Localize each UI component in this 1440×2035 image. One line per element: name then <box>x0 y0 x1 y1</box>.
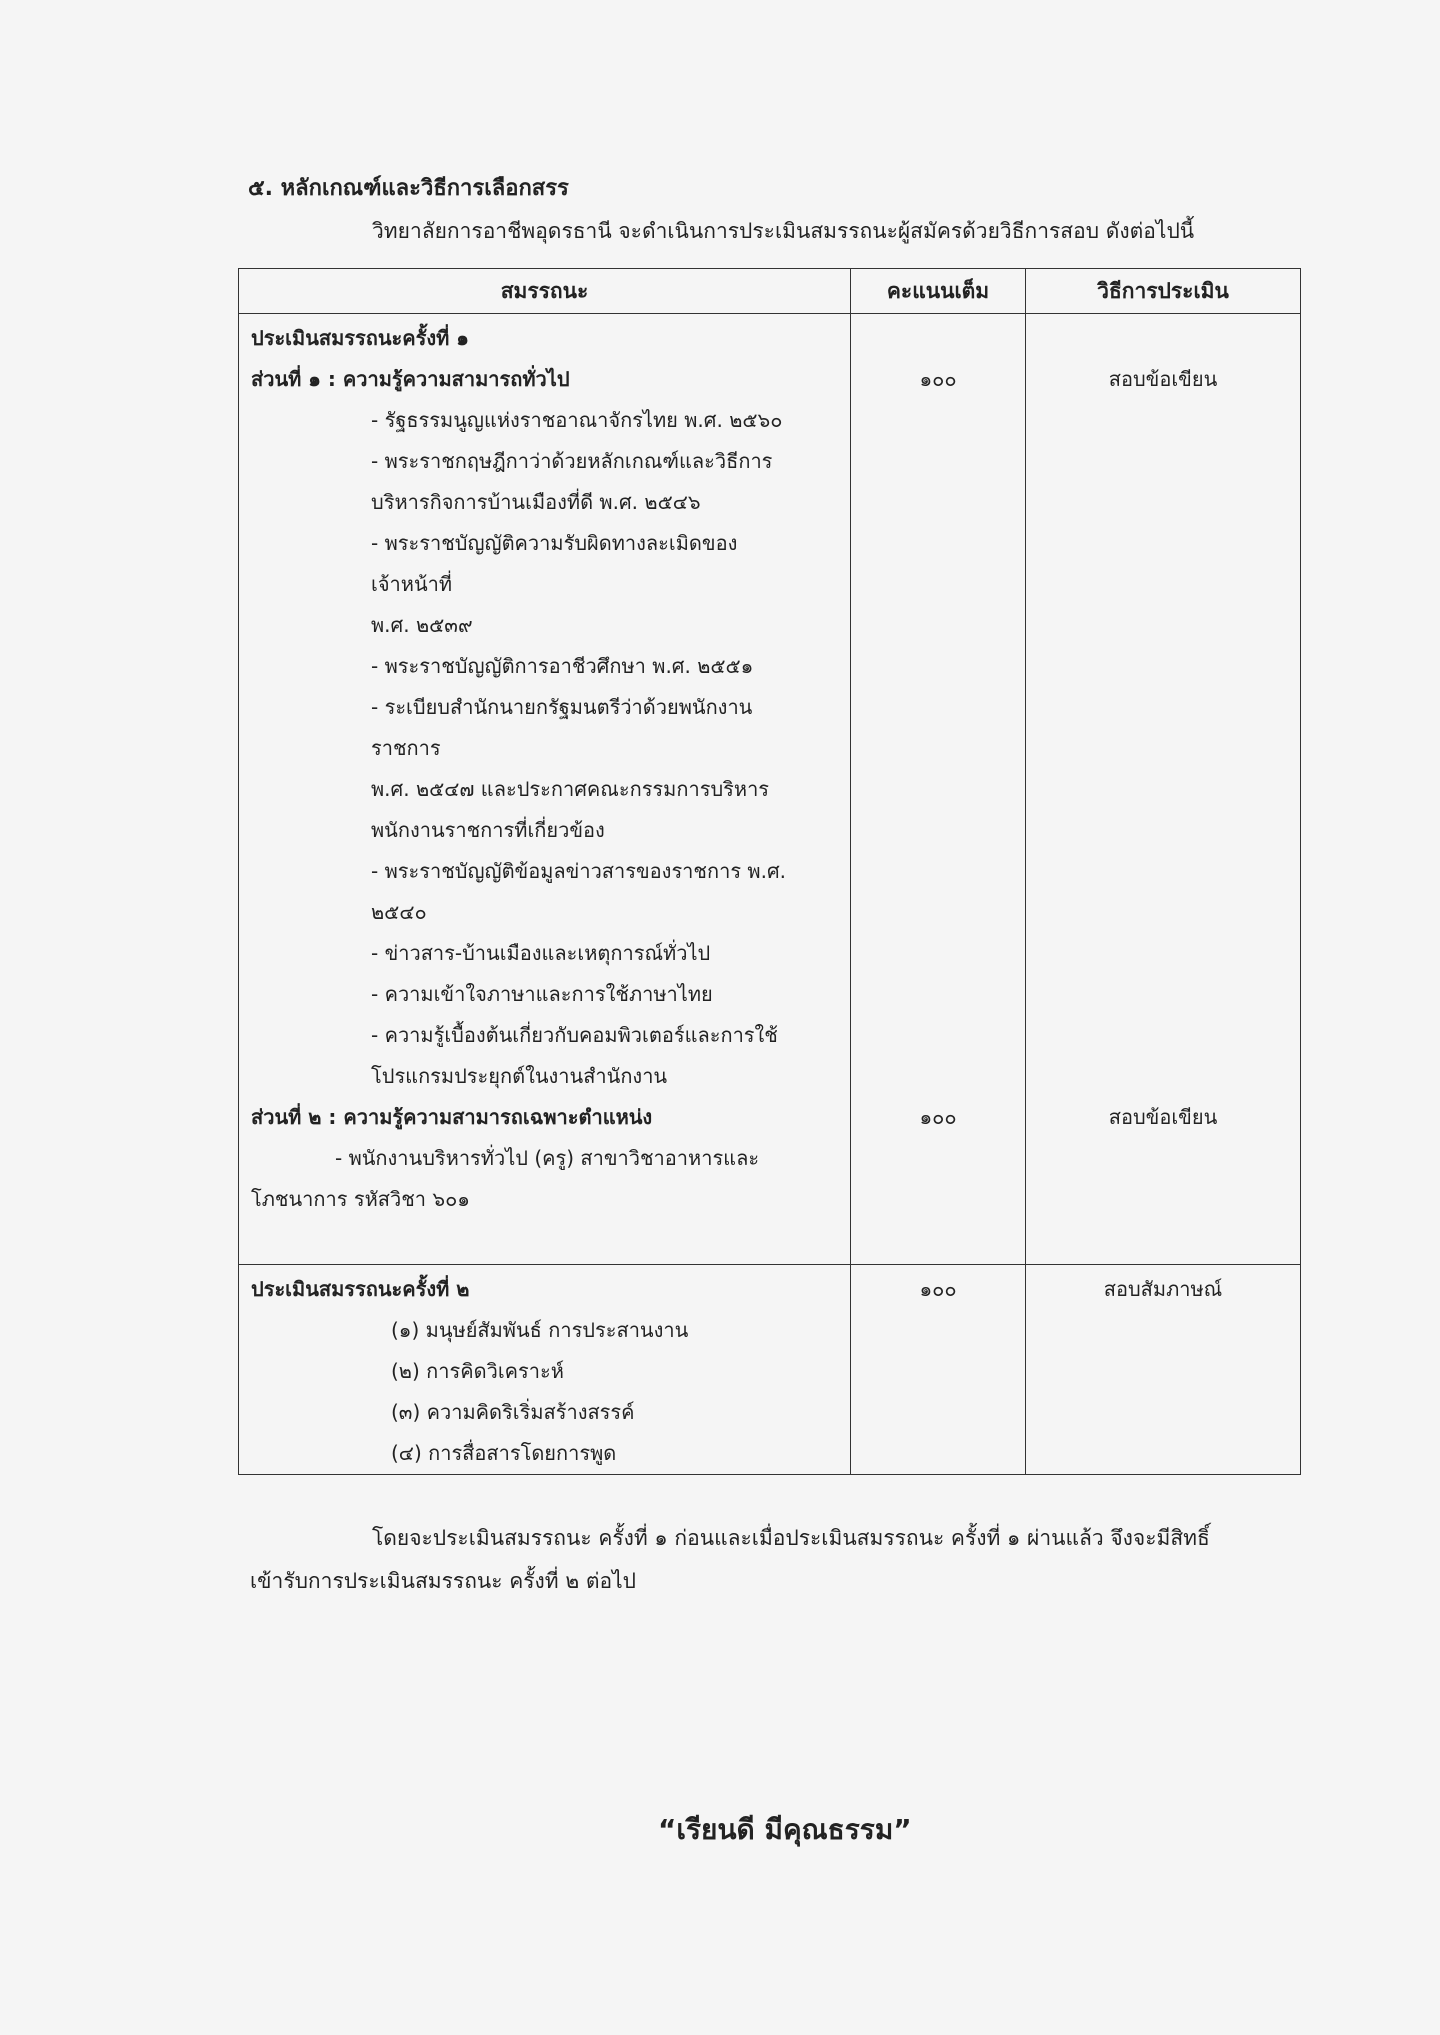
footer-line-2: เข้ารับการประเมินสมรรถนะ ครั้งที่ ๒ ต่อไป <box>250 1569 636 1593</box>
round2-title: ประเมินสมรรถนะครั้งที่ ๒ <box>251 1277 470 1301</box>
part1-line: โปรแกรมประยุกต์ในงานสำนักงาน <box>371 1064 668 1088</box>
college-motto: “เรียนดี มีคุณธรรม” <box>658 1813 912 1846</box>
part1-line: - รัฐธรรมนูญแห่งราชอาณาจักรไทย พ.ศ. ๒๕๖๐ <box>371 408 783 432</box>
round1-score-cell <box>851 314 1026 1265</box>
part1-line: - ความเข้าใจภาษาและการใช้ภาษาไทย <box>371 982 713 1006</box>
round2-competency-cell <box>239 1265 851 1475</box>
round1-title: ประเมินสมรรถนะครั้งที่ ๑ <box>251 326 469 350</box>
part1-method: สอบข้อเขียน <box>1108 367 1218 391</box>
part1-line: ราชการ <box>371 736 441 760</box>
round2-score: ๑๐๐ <box>919 1277 957 1301</box>
part2-title: ส่วนที่ ๒ : ความรู้ความสามารถเฉพาะตำแหน่ง <box>251 1105 653 1129</box>
part1-line: พนักงานราชการที่เกี่ยวข้อง <box>371 818 605 842</box>
round1-competency-cell <box>239 314 851 1265</box>
round2-method-cell <box>1026 1265 1301 1475</box>
criteria-table <box>238 268 1301 1475</box>
part1-title: ส่วนที่ ๑ : ความรู้ความสามารถทั่วไป <box>251 367 570 391</box>
part1-line: - พระราชกฤษฎีกาว่าด้วยหลักเกณฑ์และวิธีการ <box>371 449 773 473</box>
part1-line: พ.ศ. ๒๕๓๙ <box>371 613 473 637</box>
part1-line: - พระราชบัญญัติความรับผิดทางละเมิดของ <box>371 531 738 555</box>
part1-line: พ.ศ. ๒๕๔๗ และประกาศคณะกรรมการบริหาร <box>371 777 770 801</box>
part1-line: ๒๕๔๐ <box>371 900 427 924</box>
round2-item: (๒) การคิดวิเคราะห์ <box>391 1359 564 1383</box>
header-competency: สมรรถนะ <box>239 269 851 314</box>
round2-method: สอบสัมภาษณ์ <box>1103 1277 1223 1301</box>
part2-method: สอบข้อเขียน <box>1108 1105 1218 1129</box>
part1-line: บริหารกิจการบ้านเมืองที่ดี พ.ศ. ๒๕๔๖ <box>371 490 701 514</box>
round1-method-cell <box>1026 314 1301 1265</box>
part2-line: - พนักงานบริหารทั่วไป (ครู) สาขาวิชาอาหารและ <box>335 1146 760 1170</box>
header-method: วิธีการประเมิน <box>1026 269 1301 314</box>
section-heading: ๕. หลักเกณฑ์และวิธีการเลือกสรร <box>248 176 569 201</box>
part2-score: ๑๐๐ <box>919 1105 957 1129</box>
part1-line: - พระราชบัญญัติข้อมูลข่าวสารของราชการ พ.ศ. <box>371 859 787 883</box>
part1-line: - ความรู้เบื้องต้นเกี่ยวกับคอมพิวเตอร์และการใช้ <box>371 1023 778 1047</box>
round2-item: (๓) ความคิดริเริ่มสร้างสรรค์ <box>391 1400 635 1424</box>
header-full-score: คะแนนเต็ม <box>851 269 1026 314</box>
part1-line: - ข่าวสาร-บ้านเมืองและเหตุการณ์ทั่วไป <box>371 941 711 965</box>
round2-item: (๑) มนุษย์สัมพันธ์ การประสานงาน <box>391 1318 689 1342</box>
footer-line-1: โดยจะประเมินสมรรถนะ ครั้งที่ ๑ ก่อนและเมื่อประเมินสมรรถนะ ครั้งที่ ๑ ผ่านแล้ว จึงจะมีสิทธิ์ <box>372 1526 1210 1550</box>
table-header-row <box>239 269 1301 314</box>
round2-score-cell <box>851 1265 1026 1475</box>
section-intro: วิทยาลัยการอาชีพอุดรธานี จะดำเนินการประเมินสมรรถนะผู้สมัครด้วยวิธีการสอบ ดังต่อไปนี้ <box>372 219 1195 243</box>
part1-score: ๑๐๐ <box>919 367 957 391</box>
part1-line: - พระราชบัญญัติการอาชีวศึกษา พ.ศ. ๒๕๕๑ <box>371 654 754 678</box>
table-row <box>239 314 1301 1265</box>
part1-line: - ระเบียบสำนักนายกรัฐมนตรีว่าด้วยพนักงาน <box>371 695 753 719</box>
table-row <box>239 1265 1301 1475</box>
part1-line: เจ้าหน้าที่ <box>371 572 453 596</box>
round2-item: (๔) การสื่อสารโดยการพูด <box>391 1441 617 1465</box>
part2-line: โภชนาการ รหัสวิชา ๖๐๑ <box>251 1187 470 1211</box>
